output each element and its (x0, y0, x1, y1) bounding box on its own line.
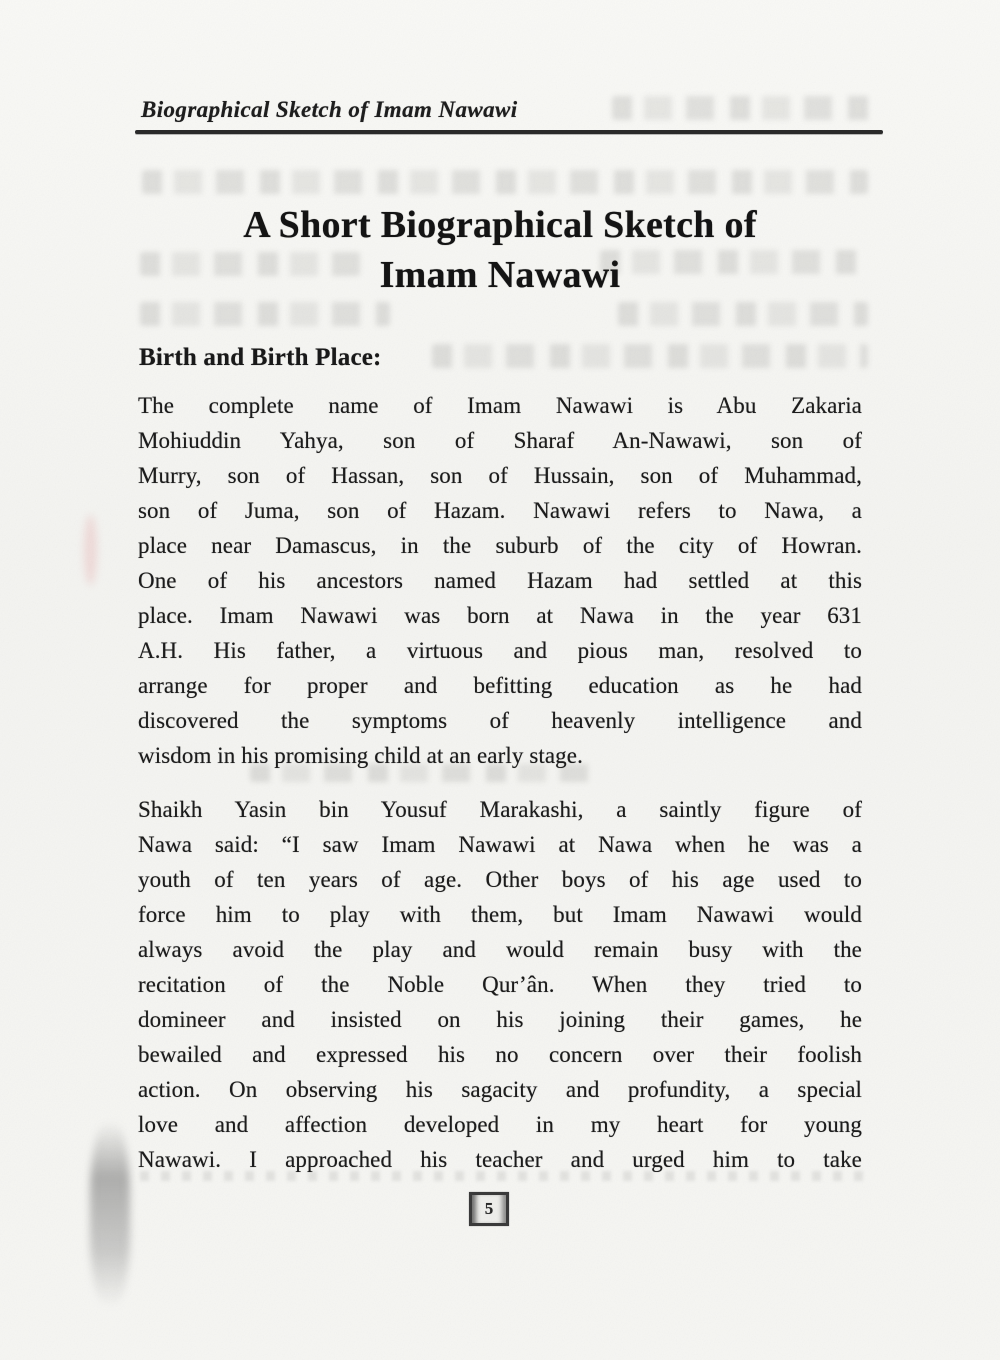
page-title-line-2: Imam Nawawi (379, 254, 621, 296)
page-number-box (469, 1192, 509, 1226)
bleedthrough-artifact (618, 302, 868, 326)
paragraph-shaikh-yasin (138, 792, 862, 1177)
header-rule (135, 130, 883, 134)
text-line: place near Damascus, in the suburb of the city of Howran. (138, 533, 862, 558)
bleedthrough-artifact (432, 344, 868, 368)
text-line: Mohiuddin Yahya, son of Sharaf An-Nawawi, son of (138, 428, 862, 453)
text-line: Murry, son of Hassan, son of Hussain, son of Muhammad, (138, 463, 862, 488)
bleedthrough-artifact (140, 302, 390, 326)
text-line: Nawa said: “I saw Imam Nawawi at Nawa when he was a (138, 832, 862, 857)
text-line: always avoid the play and would remain busy with the (138, 937, 862, 962)
text-line: The complete name of Imam Nawawi is Abu Zakaria (138, 393, 862, 418)
text-line: One of his ancestors named Hazam had settled at this (138, 568, 862, 593)
running-header: Biographical Sketch of Imam Nawawi (141, 97, 518, 122)
text-line: discovered the symptoms of heavenly intelligence and (138, 708, 862, 733)
text-line: wisdom in his promising child at an early stage. (138, 743, 583, 768)
text-line: arrange for proper and befitting education as he had (138, 673, 862, 698)
text-line: action. On observing his sagacity and profundity, a special (138, 1077, 862, 1102)
text-line: youth of ten years of age. Other boys of his age used to (138, 867, 862, 892)
text-line: place. Imam Nawawi was born at Nawa in the year 631 (138, 603, 862, 628)
text-line: Nawawi. I approached his teacher and urged him to take (138, 1147, 862, 1172)
page-number: 5 (484, 1199, 494, 1218)
text-line: Shaikh Yasin bin Yousuf Marakashi, a saintly figure of (138, 797, 862, 822)
bleedthrough-artifact (142, 170, 868, 194)
edge-smudge-artifact (84, 515, 97, 585)
text-line: domineer and insisted on his joining their games, he (138, 1007, 862, 1032)
spine-shadow-artifact (90, 1122, 130, 1307)
page-title-line-1: A Short Biographical Sketch of (243, 204, 757, 246)
text-line: son of Juma, son of Hazam. Nawawi refers to Nawa, a (138, 498, 862, 523)
section-heading: Birth and Birth Place: (139, 344, 382, 371)
bleedthrough-artifact (612, 96, 874, 120)
text-line: recitation of the Noble Qur’ân. When they tried to (138, 972, 862, 997)
text-line: A.H. His father, a virtuous and pious man, resolved to (138, 638, 862, 663)
paragraph-birth-place (138, 388, 862, 773)
text-line: love and affection developed in my heart for young (138, 1112, 862, 1137)
text-line: force him to play with them, but Imam Nawawi would (138, 902, 862, 927)
page-title (138, 200, 862, 300)
text-line: bewailed and expressed his no concern over their foolish (138, 1042, 862, 1067)
